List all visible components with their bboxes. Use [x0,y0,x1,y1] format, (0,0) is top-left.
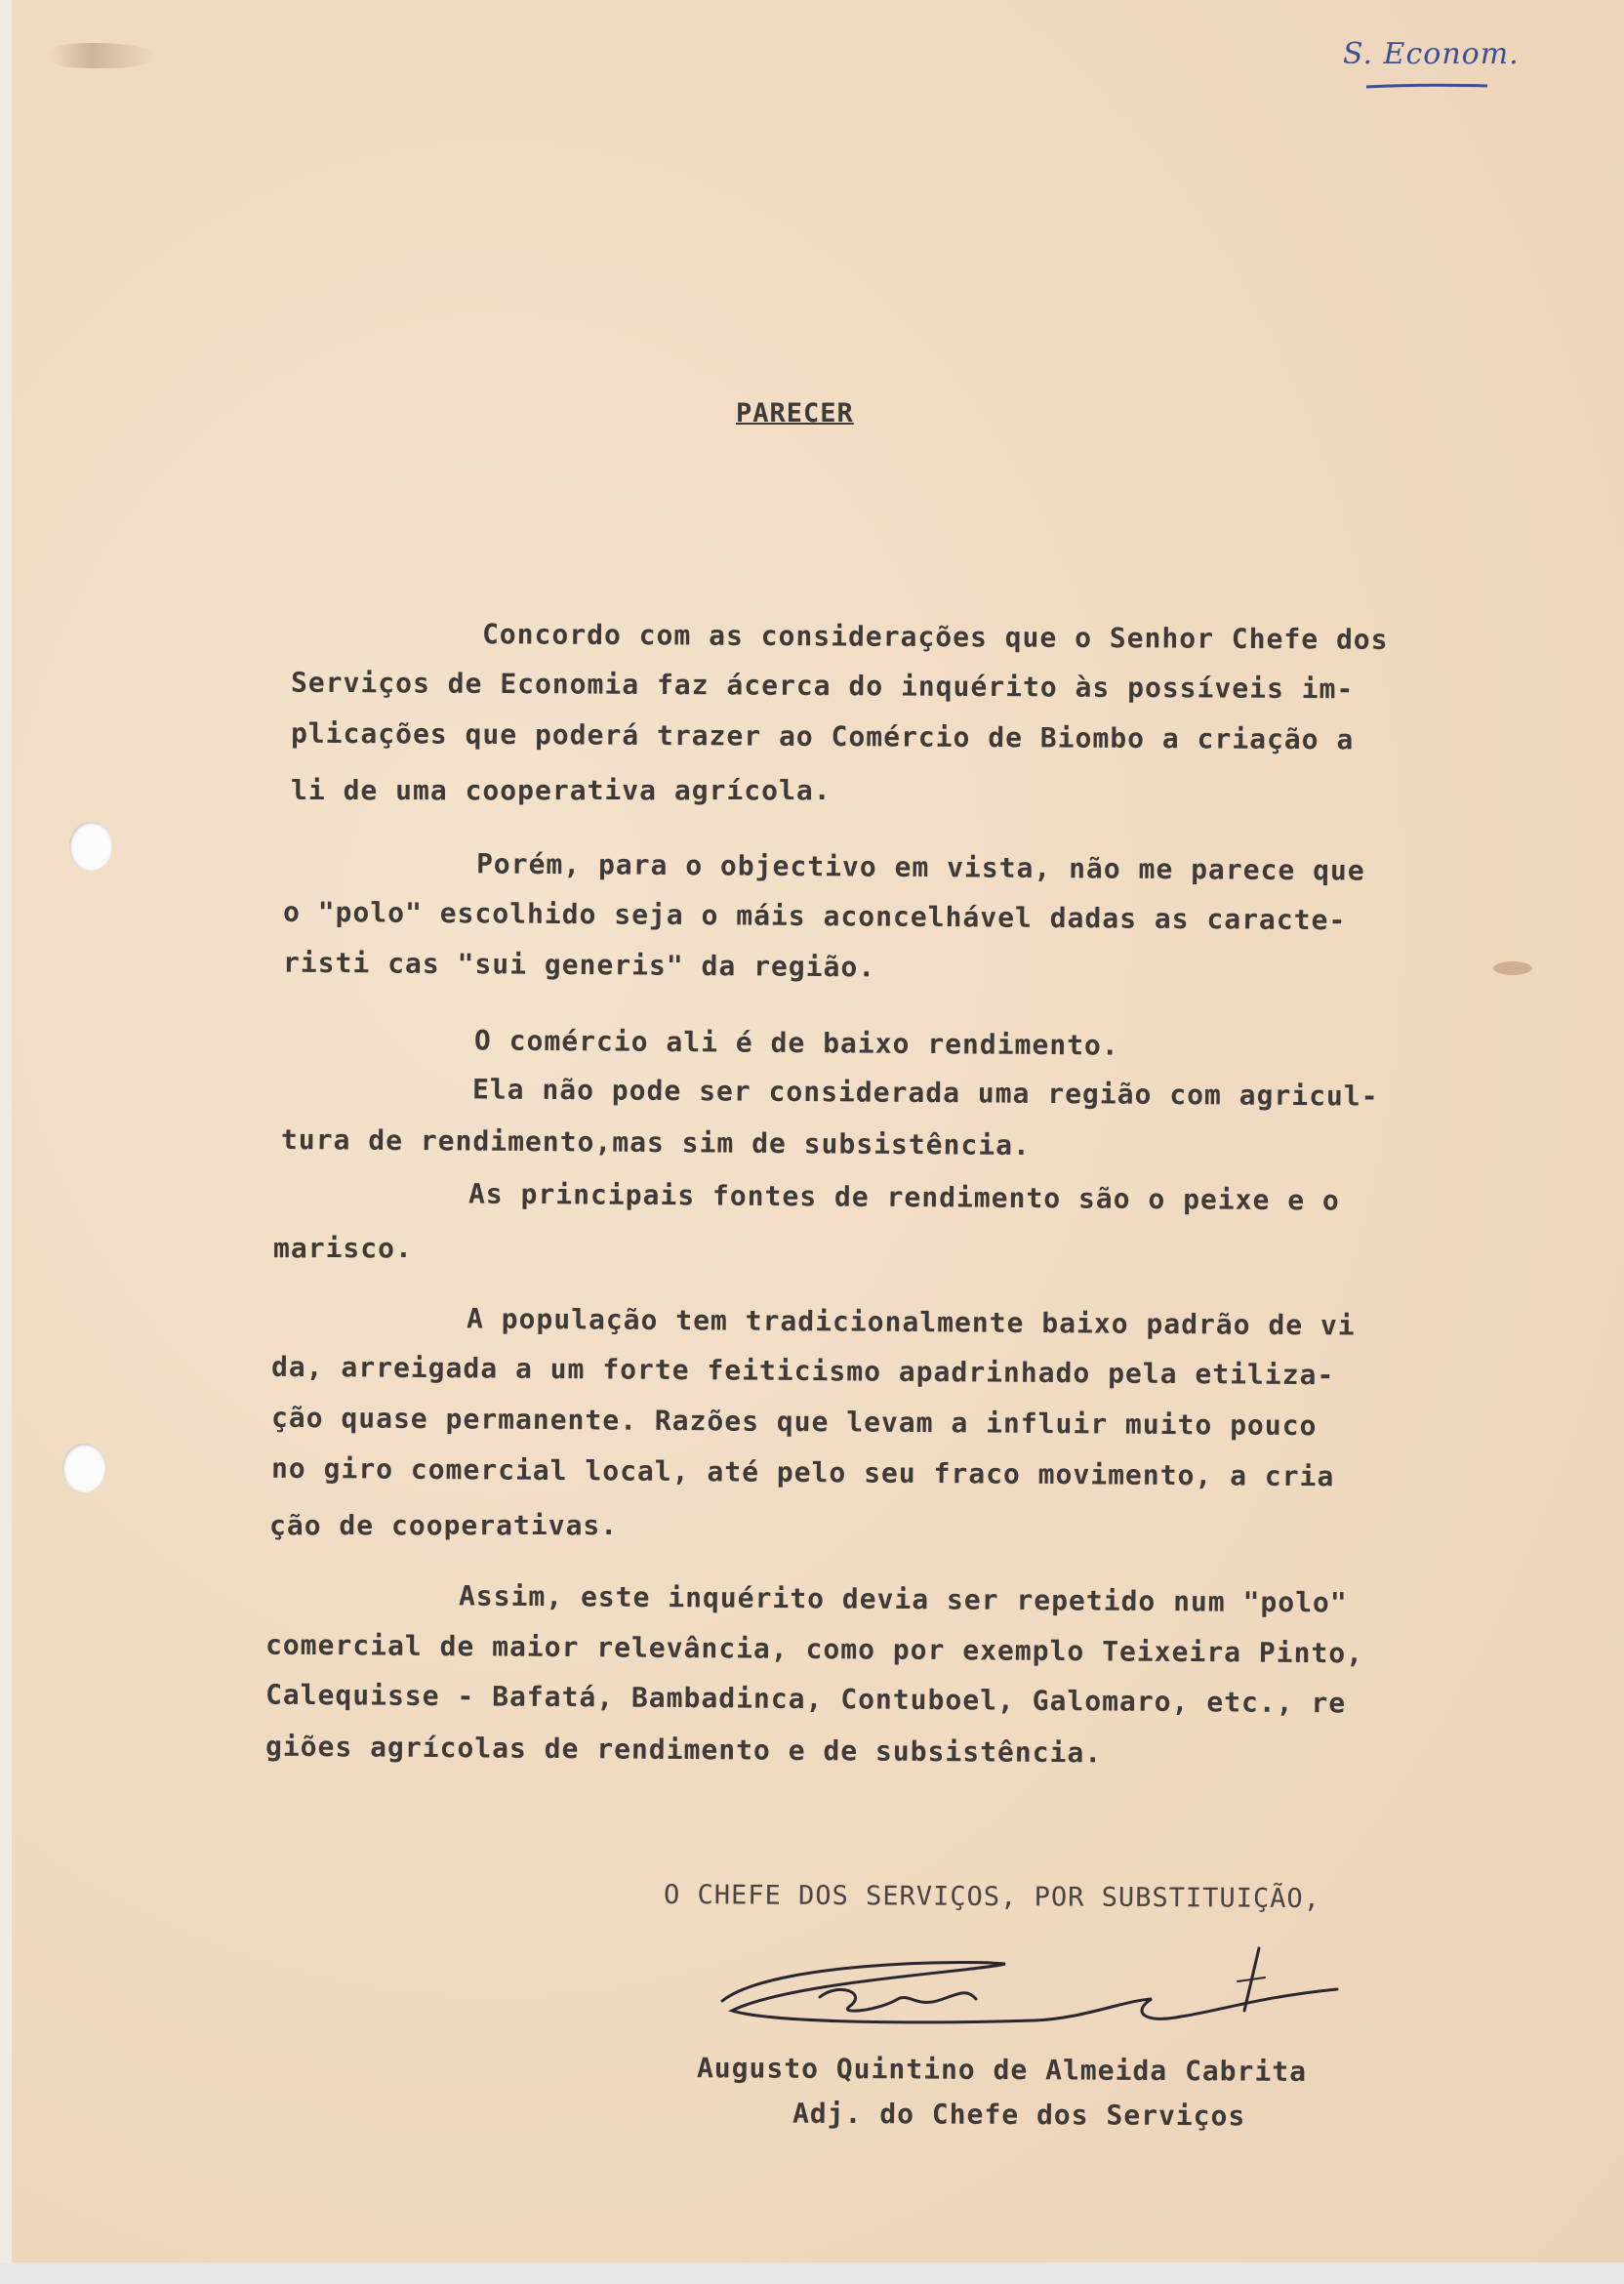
body-line: Porém, para o objectivo em vista, não me parece que [475,847,1365,887]
body-line: comercial de maior relevância, como por exemplo Teixeira Pinto, [264,1628,1364,1670]
body-line: A população tem tradicionalmente baixo padrão de vi [466,1302,1356,1342]
body-line: Assim, este inquérito devia ser repetido num "polo" [458,1579,1348,1619]
punch-hole-top [69,822,112,871]
body-line: Ela não pode ser considerada uma região com agricul- [471,1073,1379,1113]
handwritten-annotation: S. Econom. [1343,37,1520,71]
handwritten-signature [712,1942,1347,2050]
document-title: PARECER [736,398,854,428]
bottom-strip [0,2263,1624,2284]
body-line: o "polo" escolhido seja o máis aconcelhável dadas as caracte- [282,895,1347,937]
signatory-role: Adj. do Chefe dos Serviços [792,2097,1246,2133]
body-line: da, arreigada a um forte feiticismo apadrinhado pela etiliza- [270,1350,1335,1392]
body-line: plicações que poderá trazer ao Comércio de Biombo a criação a [290,716,1355,756]
body-line: ção quase permanente. Razões que levam a influir muito pouco [270,1401,1318,1443]
body-line: Serviços de Economia faz ácerca do inquérito às possíveis im- [290,666,1355,706]
body-line: li de uma cooperativa agrícola. [291,774,832,806]
left-edge [0,0,12,2263]
signatory-name: Augusto Quintino de Almeida Cabrita [696,2052,1308,2088]
annotation-underline [1364,82,1491,90]
body-line: Concordo com as considerações que o Senhor Chefe dos [481,618,1389,656]
body-line: Calequisse - Bafatá, Bambadinca, Contuboel, Galomaro, etc., re [264,1678,1347,1720]
body-line: no giro comercial local, até pelo seu fraco movimento, a cria [270,1451,1335,1493]
punch-hole-bottom [62,1444,105,1492]
body-line: ção de cooperativas. [269,1509,619,1541]
body-line: As principais fontes de rendimento são o peixe e o [467,1177,1340,1217]
paper-stain [1493,961,1532,975]
body-line: risti cas "sui generis" da região. [282,946,876,984]
body-line: O comércio ali é de baixo rendimento. [473,1024,1119,1062]
signature-heading: O CHEFE DOS SERVIÇOS, POR SUBSTITUIÇÃO, [663,1879,1321,1915]
body-line: tura de rendimento,mas sim de subsistência. [280,1122,1031,1162]
body-line: giões agrícolas de rendimento e de subsistência. [264,1730,1103,1770]
body-line: marisco. [273,1232,413,1264]
paper-tear [49,43,156,68]
